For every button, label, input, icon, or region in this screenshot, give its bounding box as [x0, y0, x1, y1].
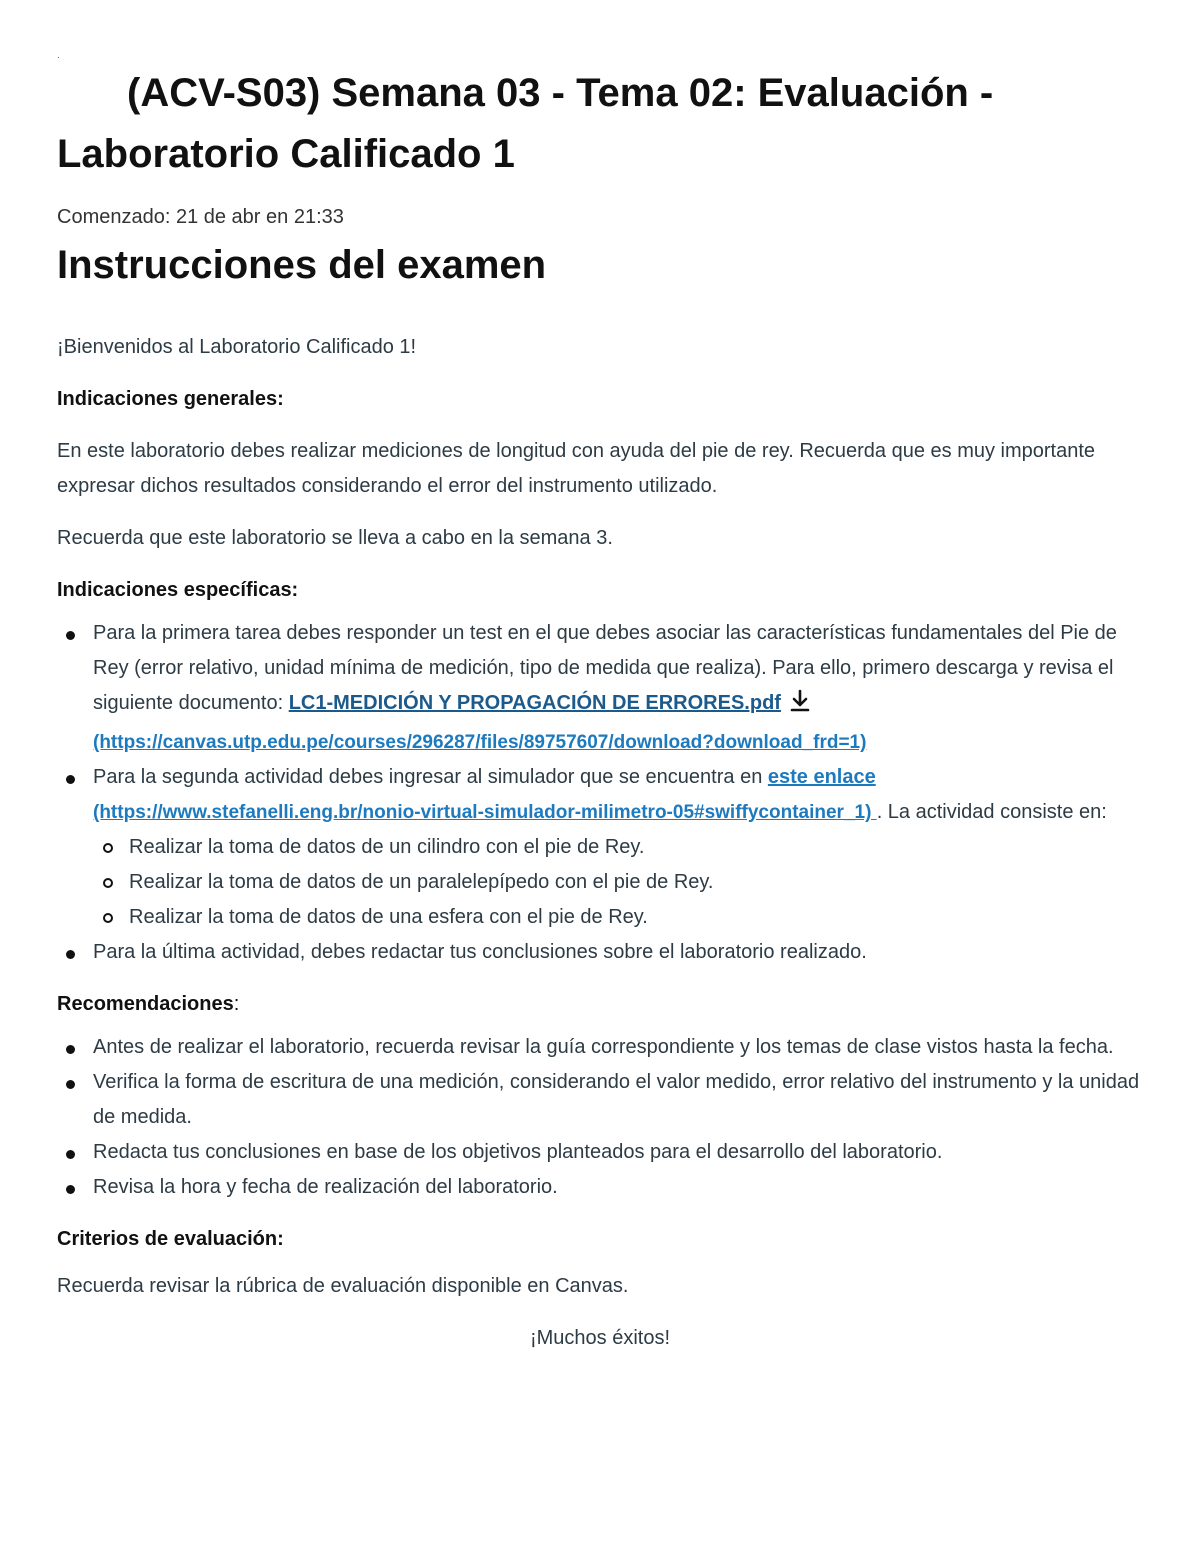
list-item: Verifica la forma de escritura de una medición, considerando el valor medido, error relativo del instrumento y la unidad de medida. [93, 1065, 1143, 1135]
sub-list-item: Realizar la toma de datos de una esfera con el pie de Rey. [129, 900, 1143, 935]
specific-2-text: Para la segunda actividad debes ingresar al simulador que se encuentra en [93, 766, 768, 788]
general-heading: Indicaciones generales: [57, 388, 284, 410]
pdf-download-url[interactable]: (https://canvas.utp.edu.pe/courses/296287/files/89757607/download?download_frd=1) [93, 732, 867, 753]
list-item [93, 760, 1143, 935]
criteria-heading: Criterios de evaluación: [57, 1228, 284, 1250]
welcome-text: ¡Bienvenidos al Laboratorio Calificado 1! [57, 336, 417, 358]
general-paragraph-1: En este laboratorio debes realizar mediciones de longitud con ayuda del pie de rey. Recuerda que es muy importante expresar dichos resultados considerando el error del instrumento utilizado. [57, 440, 1096, 497]
page-marker: . [57, 50, 60, 61]
page-title: (ACV-S03) Semana 03 - Tema 02: Evaluación - Laboratorio Calificado 1 [57, 71, 994, 176]
sub-list-item: Realizar la toma de datos de un cilindro con el pie de Rey. [129, 830, 1143, 865]
pdf-download-link[interactable]: LC1-MEDICIÓN Y PROPAGACIÓN DE ERRORES.pdf [288, 692, 781, 714]
recommendations-heading [57, 987, 1143, 1022]
list-item: Redacta tus conclusiones en base de los objetivos planteados para el desarrollo del laboratorio. [93, 1135, 1143, 1170]
recommendations-list [57, 1030, 1143, 1205]
recommendations-heading-label: Recomendaciones [57, 993, 234, 1015]
sub-list [93, 830, 1143, 935]
list-item: Antes de realizar el laboratorio, recuerda revisar la guía correspondiente y los temas de clase vistos hasta la fecha. [93, 1030, 1143, 1065]
sub-list-item: Realizar la toma de datos de un paralelepípedo con el pie de Rey. [129, 865, 1143, 900]
instructions-heading: Instrucciones del examen [57, 243, 547, 287]
specific-2-tail: . La actividad consiste en: [876, 801, 1107, 823]
criteria-text: Recuerda revisar la rúbrica de evaluación disponible en Canvas. [57, 1275, 629, 1297]
recommendations-colon: : [233, 993, 240, 1015]
specific-list [57, 616, 1143, 970]
list-item [93, 616, 1143, 760]
simulator-link[interactable]: este enlace [767, 766, 876, 788]
list-item: Para la última actividad, debes redactar tus conclusiones sobre el laboratorio realizado. [93, 935, 1143, 970]
started-timestamp: Comenzado: 21 de abr en 21:33 [57, 206, 344, 228]
simulator-url[interactable]: (https://www.stefanelli.eng.br/nonio-virtual-simulador-milimetro-05#swiffycontainer_1) [93, 802, 877, 823]
list-item: Revisa la hora y fecha de realización del laboratorio. [93, 1170, 1143, 1205]
specific-1-text: Para la primera tarea debes responder un test en el que debes asociar las características fundamentales del Pie de Rey (error relativo, unidad mínima de medición, tipo de medida que realiza). Para ello, primero descarga y revisa el siguiente documento: [93, 622, 1117, 714]
specific-heading: Indicaciones específicas: [57, 579, 299, 601]
download-icon[interactable] [789, 689, 811, 725]
general-paragraph-2: Recuerda que este laboratorio se lleva a cabo en la semana 3. [57, 527, 613, 549]
farewell-text: ¡Muchos éxitos! [529, 1327, 671, 1349]
